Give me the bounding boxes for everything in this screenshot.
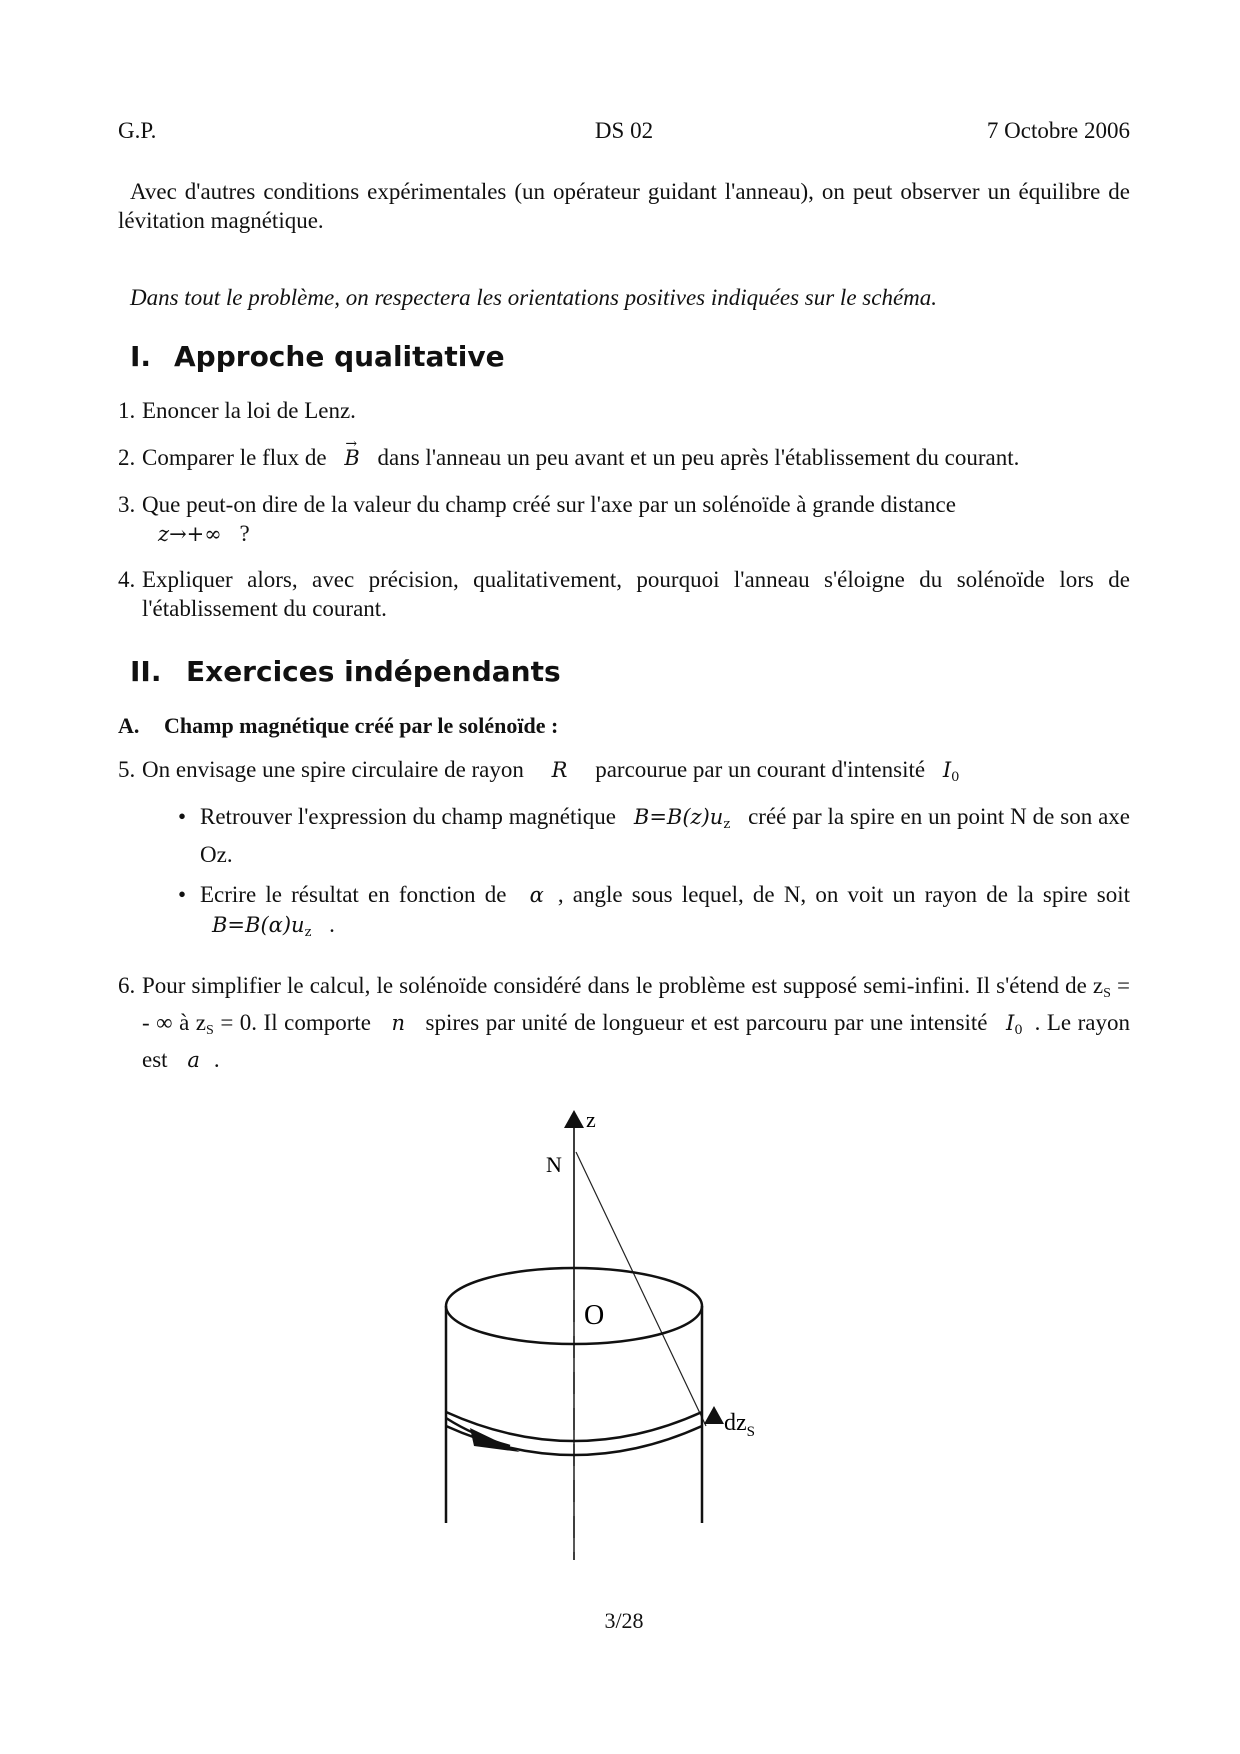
section-number: I. [130,340,152,373]
question-text: Enoncer la loi de Lenz. [142,398,356,423]
question-number: 4. [118,567,136,592]
question-number: 1. [118,398,136,423]
bullet-text-end: créé par la spire en un point N de son axe Oz. [200,804,1131,867]
intro-paragraph: Avec d'autres conditions expérimentales (un opérateur guidant l'anneau), on peut observer un équilibre de lévitation magnétique. [118,179,1130,233]
label-n: N [546,1152,562,1177]
page-number: 3/28 [604,1608,644,1633]
math-b-of-z: $B=B(z)u_z$ [633,805,731,832]
math-n: n [391,1011,406,1035]
math-r: R [551,758,568,782]
question-number: 3. [118,492,136,517]
bullet-text: Retrouver l'expression du champ magnétique [200,804,616,829]
math-b-of-alpha: $B=B(\alpha)u_z$ [212,913,312,940]
question-6: 6. Pour simplifier le calcul, le solénoïde considéré dans le problème est supposé semi-infini. Il s'étend de $z_S$ = - ∞ à $z_S = 0$. Il comporte n spires par unité de longueur et est parcouru par une intensité $I_0$ . Le rayon est a . [118,973,1131,1072]
question-text-2: spires par unité de longueur et est parcouru par une intensité [425,1010,988,1035]
math-a: a [187,1048,200,1072]
subsection-letter: A. [118,713,140,738]
question-text-end: dans l'anneau un peu avant et un peu après l'établissement du courant. [377,445,1020,470]
question-text-mid: parcourue par un courant d'intensité [595,757,926,782]
label-dz: $dz_S$ [724,1410,755,1440]
label-z: z [586,1107,596,1132]
bullet-text: Ecrire le résultat en fonction de [200,882,507,907]
section-number: II. [130,655,162,688]
question-mark: ? [239,521,250,546]
math-i0: $I_0$ [942,758,960,785]
question-number: 5. [118,757,136,782]
math-i0: $I_0$ [1006,1011,1023,1038]
question-text: Comparer le flux de [142,445,327,470]
instructions-paragraph: Dans tout le problème, on respectera les orientations positives indiquées sur le schéma. [130,285,938,310]
bullet-text-mid: , angle sous lequel, de N, on voit un rayon de la spire soit [557,882,1131,907]
question-number: 2. [118,445,136,470]
math-alpha: α [529,883,544,907]
bullet-dot: • [178,804,187,829]
dz-arrowhead [704,1406,724,1424]
header-date: 7 Octobre 2006 [986,118,1130,143]
bullet-dot: • [178,882,187,907]
section-title: Approche qualitative [174,340,505,373]
header-title: DS 02 [594,118,654,143]
math-vector-b: → B [332,446,371,470]
subsection-title: Champ magnétique créé par le solénoïde : [164,713,559,738]
section-title: Exercices indépendants [186,655,561,688]
question-text: On envisage une spire circulaire de rayon [142,757,524,782]
question-text: Pour simplifier le calcul, le solénoïde considéré dans le problème est supposé semi-infini. Il s'étend de $z_S$ = - ∞ à $z_S = 0$. Il comporte [142,973,1130,1038]
current-arrow-icon [470,1428,520,1452]
z-axis-arrowhead [564,1110,584,1128]
question-text: Que peut-on dire de la valeur du champ créé sur l'axe par un solénoïde à grande distance [142,492,956,517]
question-text-3: . Le rayon est [142,1010,1131,1072]
label-o: O [584,1300,605,1331]
bullet-text-end: . [329,912,335,937]
math-z-infinity: z→+∞ [158,522,222,546]
question-text: Expliquer alors, avec précision, qualitativement, pourquoi l'anneau s'éloigne du solénoïde lors de l'établissement du courant. [142,567,1130,621]
question-number: 6. [118,973,136,998]
header-author: G.P. [118,118,157,143]
